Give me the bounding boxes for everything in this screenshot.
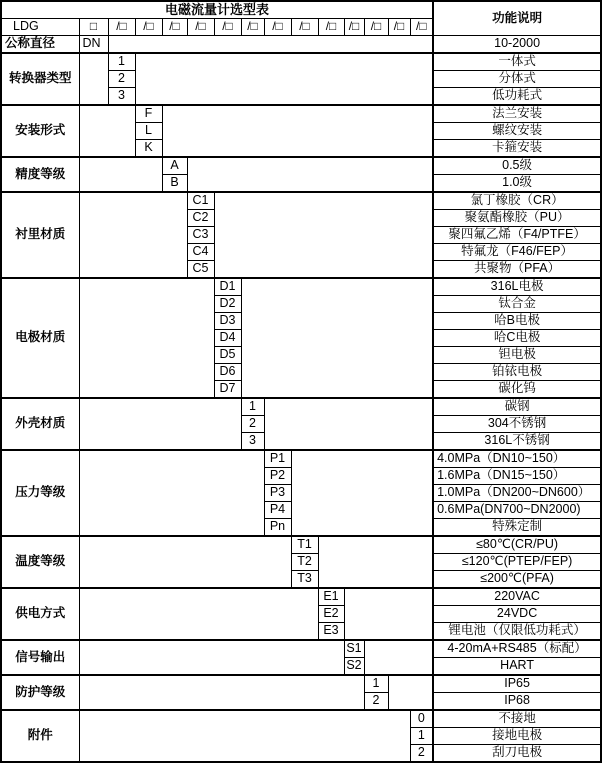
function-cell: 一体式 [433,53,601,71]
category-label: 转换器类型 [1,53,79,105]
code-cell: D2 [214,296,241,313]
table-row [1,192,601,210]
code-cell: C3 [187,227,214,244]
code-cell: A [162,157,187,175]
function-cell: 哈B电极 [433,313,601,330]
code-cell: P4 [264,502,291,519]
category-label: 信号输出 [1,640,79,675]
table-row [1,1,601,19]
code-slot-icon: /□ [388,19,410,36]
code-cell: 1 [364,675,388,693]
function-cell: 螺纹安装 [433,123,601,140]
function-cell: 316L不锈钢 [433,433,601,451]
function-cell: 钽电极 [433,347,601,364]
code-slot-icon: /□ [135,19,162,36]
spacer-cell [79,710,410,762]
code-cell: 2 [241,416,264,433]
category-label: 供电方式 [1,588,79,640]
spacer-cell [79,192,187,278]
code-cell: T3 [291,571,318,589]
code-slot-icon: /□ [318,19,344,36]
function-cell: 4.0MPa（DN10~150） [433,450,601,468]
spacer-cell [214,192,433,278]
function-cell: 特氟龙（F46/FEP） [433,244,601,261]
table-title: 电磁流量计选型表 [1,1,433,19]
code-cell: T1 [291,536,318,554]
code-cell: 1 [241,398,264,416]
function-cell: 碳化钨 [433,381,601,399]
table-row [1,675,601,693]
code-cell: C1 [187,192,214,210]
table-row [1,450,601,468]
category-label: 精度等级 [1,157,79,192]
function-cell: 刮刀电极 [433,745,601,763]
code-cell-dn: DN [79,36,108,54]
function-cell: 低功耗式 [433,88,601,106]
category-label-diameter: 公称直径 [1,36,79,54]
function-cell: 1.0MPa（DN200~DN600） [433,485,601,502]
function-header: 功能说明 [433,1,601,36]
code-slot-icon: /□ [291,19,318,36]
function-cell: ≤120℃(PTEP/FEP) [433,554,601,571]
table-row [1,640,601,658]
spacer-cell [291,450,433,536]
spacer-cell [79,398,241,450]
code-cell: L [135,123,162,140]
table-row [1,278,601,296]
category-label: 外壳材质 [1,398,79,450]
spacer-cell [162,105,433,157]
table-row [1,157,601,175]
code-cell: D3 [214,313,241,330]
code-slot-icon: /□ [410,19,433,36]
function-cell: 10-2000 [433,36,601,54]
function-cell: 1.6MPa（DN15~150） [433,468,601,485]
category-label: 衬里材质 [1,192,79,278]
function-cell: 不接地 [433,710,601,728]
function-cell: 4-20mA+RS485（标配） [433,640,601,658]
function-cell: 1.0级 [433,175,601,193]
spacer-cell [364,640,433,675]
code-slot-icon: /□ [241,19,264,36]
function-cell: 接地电极 [433,728,601,745]
code-cell: 2 [108,71,135,88]
category-label: 防护等级 [1,675,79,710]
function-cell: 卡箍安装 [433,140,601,158]
spacer-cell [79,157,162,192]
function-cell: 钛合金 [433,296,601,313]
code-cell: 1 [410,728,433,745]
code-cell: P2 [264,468,291,485]
code-cell: C5 [187,261,214,279]
code-cell: S2 [344,658,364,676]
spacer-cell [108,36,433,54]
category-label: 安装形式 [1,105,79,157]
function-cell: 共聚物（PFA） [433,261,601,279]
function-cell: IP68 [433,693,601,711]
function-cell: 聚氨酯橡胶（PU） [433,210,601,227]
code-cell: B [162,175,187,193]
code-cell: 2 [364,693,388,711]
table-row [1,105,601,123]
code-slot-icon: /□ [364,19,388,36]
function-cell: 分体式 [433,71,601,88]
spacer-cell [79,588,318,640]
table-row [1,36,601,54]
function-cell: 特殊定制 [433,519,601,537]
category-label: 压力等级 [1,450,79,536]
function-cell: IP65 [433,675,601,693]
code-cell: C4 [187,244,214,261]
code-cell: 3 [241,433,264,451]
code-cell: D4 [214,330,241,347]
category-label: 温度等级 [1,536,79,588]
code-cell: 3 [108,88,135,106]
code-cell: 0 [410,710,433,728]
base-slot-icon: □ [79,19,108,36]
code-cell: E2 [318,606,344,623]
code-slot-icon: /□ [187,19,214,36]
spacer-cell [79,675,364,710]
table-row [1,398,601,416]
spacer-cell [79,450,264,536]
table-row [1,53,601,71]
code-cell: D7 [214,381,241,399]
function-cell: 铂铱电极 [433,364,601,381]
code-cell: Pn [264,519,291,537]
table-row [1,588,601,606]
code-slot-icon: /□ [264,19,291,36]
selection-table-body [1,1,601,762]
function-cell: 304不锈钢 [433,416,601,433]
function-cell: 氯丁橡胶（CR） [433,192,601,210]
code-slot-icon: /□ [214,19,241,36]
model-code: LDG [1,19,79,36]
spacer-cell [79,536,291,588]
category-label: 附件 [1,710,79,762]
spacer-cell [79,640,344,675]
code-cell: P3 [264,485,291,502]
function-cell: 220VAC [433,588,601,606]
code-cell: S1 [344,640,364,658]
spacer-cell [318,536,433,588]
category-label: 电极材质 [1,278,79,398]
function-cell: 哈C电极 [433,330,601,347]
function-cell: 聚四氟乙烯（F4/PTFE） [433,227,601,244]
function-cell: ≤80℃(CR/PU) [433,536,601,554]
function-cell: 0.6MPa(DN700~DN2000) [433,502,601,519]
function-cell: 316L电极 [433,278,601,296]
spacer-cell [79,53,108,105]
code-cell: C2 [187,210,214,227]
code-cell: E3 [318,623,344,641]
code-cell: K [135,140,162,158]
code-cell: 2 [410,745,433,763]
code-cell: D5 [214,347,241,364]
function-cell: 24VDC [433,606,601,623]
code-cell: E1 [318,588,344,606]
code-slot-icon: /□ [108,19,135,36]
function-cell: 法兰安装 [433,105,601,123]
code-cell: D6 [214,364,241,381]
function-cell: 0.5级 [433,157,601,175]
code-slot-icon: /□ [162,19,187,36]
code-cell: T2 [291,554,318,571]
spacer-cell [264,398,433,450]
spacer-cell [187,157,433,192]
code-slot-icon: /□ [344,19,364,36]
spacer-cell [79,278,214,398]
spacer-cell [79,105,135,157]
function-cell: HART [433,658,601,676]
table-row [1,536,601,554]
function-cell: ≤200℃(PFA) [433,571,601,589]
code-cell: F [135,105,162,123]
spacer-cell [241,278,433,398]
spacer-cell [388,675,433,710]
function-cell: 锂电池（仅限低功耗式） [433,623,601,641]
table-row [1,710,601,728]
spacer-cell [135,53,433,105]
code-cell: 1 [108,53,135,71]
code-cell: D1 [214,278,241,296]
function-cell: 碳钢 [433,398,601,416]
spacer-cell [344,588,433,640]
code-cell: P1 [264,450,291,468]
